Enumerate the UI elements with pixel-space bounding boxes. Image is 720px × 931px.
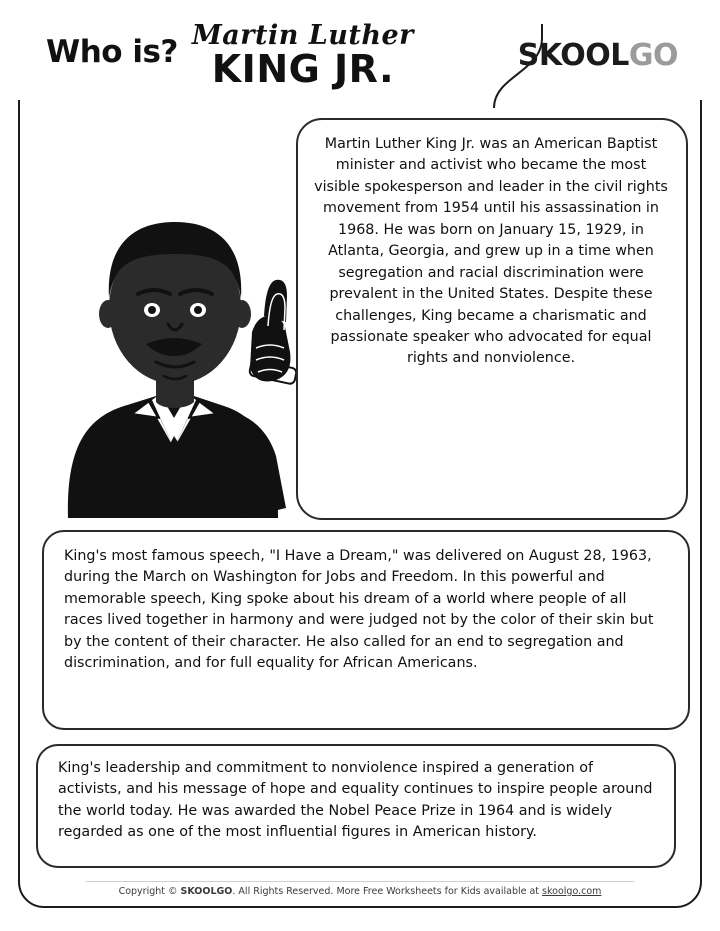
- bio-bubble-2-text: King's most famous speech, "I Have a Dream," was delivered on August 28, 1963, during the March on Washington for Jobs and Freedom. In this powerful and memorable speech, King spoke about his dream of a world where people of all races lived together in harmony and were judged not by the color of their skin but by the content of their character. He also called for an end to segregation and discrimination, and for full equality for African Americans.: [64, 548, 654, 672]
- title-block: [34, 20, 504, 98]
- portrait-illustration: [28, 118, 318, 518]
- footer-copyright: Copyright ©: [118, 886, 181, 897]
- brand-logo-primary: SKOOL: [517, 38, 629, 73]
- footer-site-link[interactable]: skoolgo.com: [542, 886, 602, 897]
- footer-rest: . All Rights Reserved. More Free Worksheets for Kids available at: [232, 886, 543, 897]
- page-title-prefix: Who is?: [46, 34, 178, 70]
- page-title-last-name: KING JR.: [211, 47, 395, 92]
- bio-bubble-1-text: Martin Luther King Jr. was an American Baptist minister and activist who became the most visible spokesperson and leader in the civil rights movement from 1954 until his assassination in 1968. He was born on January 15, 1929, in Atlanta, Georgia, and grew up in a time when segregation and racial discrimination were prevalent in the United States. Despite these challenges, King became a charismatic and passionate speaker who advocated for equal rights and nonviolence.: [314, 136, 668, 367]
- brand-logo-secondary: GO: [628, 38, 678, 73]
- bio-bubble-3-text: King's leadership and commitment to nonviolence inspired a generation of activists, and his message of hope and equality continues to inspire people around the world today. He was awarded the Nobel Peace Prize in 1964 and is widely regarded as one of the most influential figures in American history.: [58, 760, 653, 841]
- page-header: [18, 14, 702, 100]
- bio-bubble-1: [296, 118, 688, 520]
- page-title-first-name: Martin Luther: [191, 20, 414, 51]
- footer-divider: [86, 881, 634, 882]
- bio-bubble-2: [42, 530, 690, 730]
- bio-bubble-3: [36, 744, 676, 868]
- footer-brand: SKOOLGO: [180, 886, 233, 897]
- page-title-name: [191, 20, 414, 92]
- header-divider-curve: [488, 24, 548, 108]
- footer: [0, 886, 720, 897]
